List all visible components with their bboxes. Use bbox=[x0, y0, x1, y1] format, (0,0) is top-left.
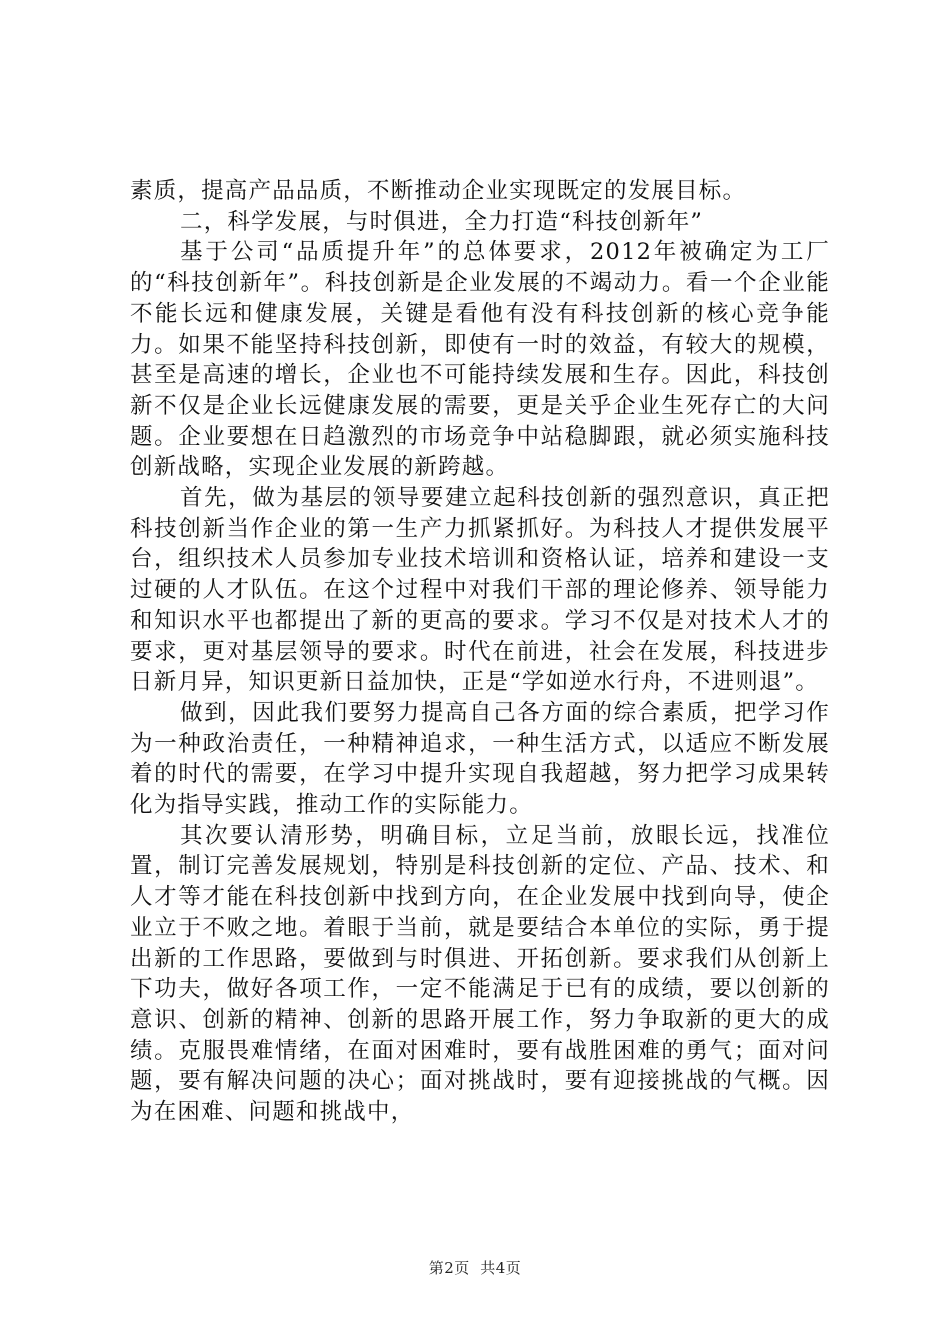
page-footer bbox=[0, 1257, 950, 1278]
page-number-label: 第2页 共4页 bbox=[428, 1259, 522, 1277]
document-body bbox=[130, 176, 830, 1128]
paragraph: 做到，因此我们要努力提高自己各方面的综合素质，把学习作为一种政治责任，一种精神追求，一种生活方式，以适应不断发展着的时代的需要，在学习中提升实现自我超越，努力把学习成果转化为指导实践，推动工作的实际能力。 bbox=[130, 699, 830, 819]
section-heading: 二，科学发展，与时俱进，全力打造“科技创新年” bbox=[180, 208, 704, 235]
paragraph: 首先，做为基层的领导要建立起科技创新的强烈意识，真正把科技创新当作企业的第一生产力抓紧抓好。为科技人才提供发展平台，组织技术人员参加专业技术培训和资格认证，培养和建设一支过硬的人才队伍。在这个过程中对我们干部的理论修养、领导能力和知识水平也都提出了新的更高的要求。学习不仅是对技术人才的要求，更对基层领导的要求。时代在前进，社会在发展，科技进步日新月异，知识更新日益加快，正是“学如逆水行舟，不进则退”。 bbox=[130, 485, 830, 696]
paragraph-continuation: 素质，提高产品品质，不断推动企业实现既定的发展目标。 bbox=[130, 178, 747, 204]
paragraph: 其次要认清形势，明确目标，立足当前，放眼长远，找准位置，制订完善发展规划，特别是科技创新的定位、产品、技术、和人才等才能在科技创新中找到方向，在企业发展中找到向导，使企业立于不败之地。着眼于当前，就是要结合本单位的实际，勇于提出新的工作思路，要做到与时俱进、开拓创新。要求我们从创新上下功夫，做好各项工作，一定不能满足于已有的成绩，要以创新的意识、创新的精神、创新的思路开展工作，努力争取新的更大的成绩。克服畏难情绪，在面对困难时，要有战胜困难的勇气；面对问题，要有解决问题的决心；面对挑战时，要有迎接挑战的气概。因为在困难、问题和挑战中， bbox=[130, 822, 830, 1126]
paragraph: 基于公司“品质提升年”的总体要求，2012年被确定为工厂的“科技创新年”。科技创新是企业发展的不竭动力。看一个企业能不能长远和健康发展，关键是看他有没有科技创新的核心竞争能力。如果不能坚持科技创新，即使有一时的效益，有较大的规模，甚至是高速的增长，企业也不可能持续发展和生存。因此，科技创新不仅是企业长远健康发展的需要，更是关乎企业生死存亡的大问题。企业要想在日趋激烈的市场竞争中站稳脚跟，就必须实施科技创新战略，实现企业发展的新跨越。 bbox=[130, 239, 830, 481]
